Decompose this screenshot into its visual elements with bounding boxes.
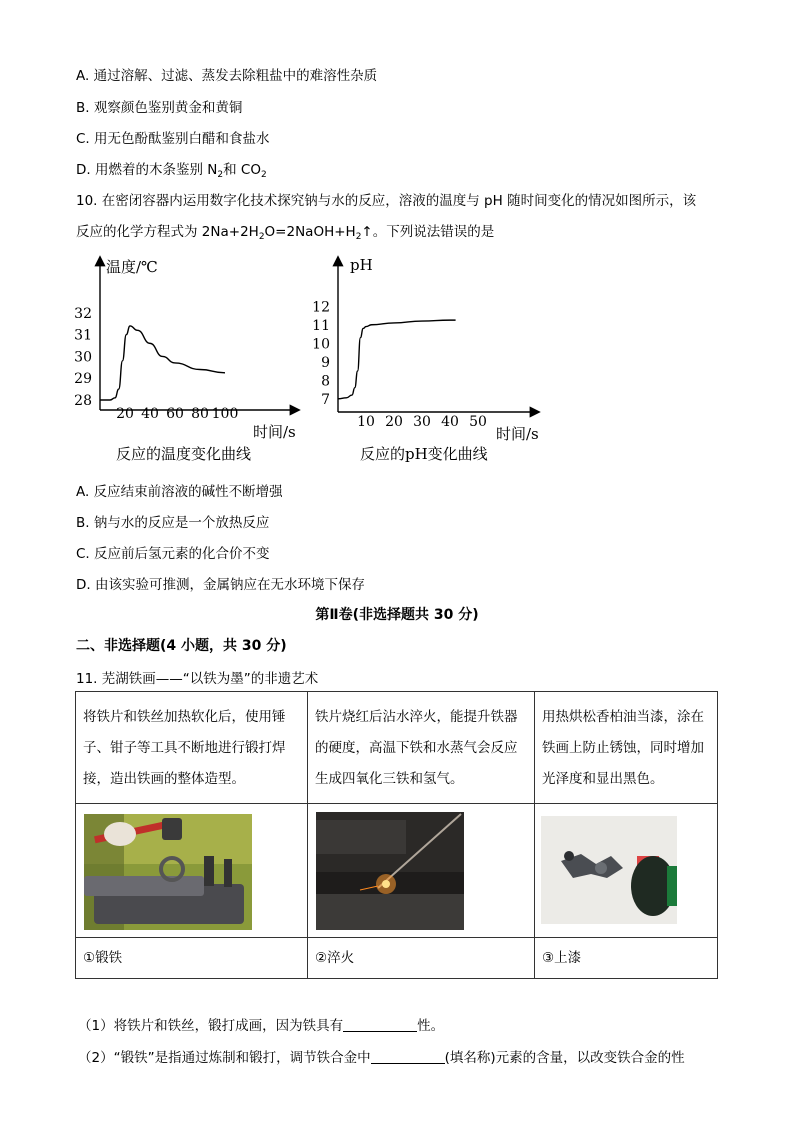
table-cell [308, 692, 535, 804]
q10-eq-c: ↑。下列说法错误的是 [361, 224, 495, 240]
q10-option-c [76, 542, 270, 562]
table-cell [535, 938, 718, 979]
temp-y-label: 温度/℃ [106, 258, 158, 276]
ph-x-label: 时间/s [496, 425, 539, 443]
q9-option-c-letter: C. [76, 131, 90, 147]
q10-option-d-text: 由该实验可推测，金属钠应在无水环境下保存 [94, 577, 365, 593]
y-tick-label: 32 [74, 305, 92, 322]
x-tick-label: 50 [469, 414, 487, 430]
q10-option-a [76, 480, 283, 500]
q9-option-a-text: 通过溶解、过滤、蒸发去除粗盐中的难溶性杂质 [93, 68, 378, 84]
q10-option-d-letter: D. [76, 577, 91, 593]
q10-eq-sub2: 2 [355, 232, 362, 242]
table-row-captions [76, 938, 718, 979]
q11-sub2-text-a: （2）“锻铁”是指通过炼制和锻打，调节铁合金中 [78, 1050, 371, 1066]
q10-option-d [76, 573, 365, 593]
q9-option-d-letter: D. [76, 162, 91, 178]
q9-option-c-text: 用无色酚酞鉴别白醋和食盐水 [94, 131, 270, 147]
answer-blank-1[interactable] [343, 1017, 417, 1032]
q9-option-a [76, 64, 377, 84]
q11-sub1-text-a: （1）将铁片和铁丝，锻打成画，因为铁具有 [78, 1018, 344, 1034]
y-tick-label: 10 [312, 336, 330, 353]
temp-series-line [100, 326, 225, 400]
forging-photo [84, 814, 252, 930]
q9-option-b-letter: B. [76, 100, 90, 116]
q9-option-d-sub1: 2 [217, 170, 224, 180]
q11-sub1-text-b: 性。 [417, 1018, 445, 1034]
q9-option-d [76, 158, 267, 180]
temp-x-label: 时间/s [253, 423, 296, 441]
temp-caption: 反应的温度变化曲线 [116, 445, 252, 463]
q9-option-c [76, 127, 270, 147]
x-tick-label: 100 [211, 406, 239, 422]
q11-sub2-text-b: (填名称)元素的含量，以改变铁合金的性 [444, 1050, 685, 1066]
table-cell [76, 692, 308, 804]
y-tick-label: 9 [321, 354, 330, 371]
y-tick-label: 12 [312, 299, 330, 316]
x-tick-label: 20 [385, 414, 403, 430]
step-3-caption: ③上漆 [542, 950, 582, 966]
y-tick-label: 30 [74, 349, 92, 366]
q10-option-a-text: 反应结束前溶液的碱性不断增强 [93, 484, 283, 500]
temperature-chart [70, 250, 310, 470]
q10-eq-sub1: 2 [258, 232, 265, 242]
x-tick-label: 60 [166, 406, 184, 422]
section-2-title: 第Ⅱ卷(非选择题共 30 分) [315, 607, 479, 623]
table-cell [535, 692, 718, 804]
y-tick-label: 8 [321, 373, 330, 390]
table-cell [308, 938, 535, 979]
ph-chart [308, 250, 548, 470]
q11-title: 11. 芜湖铁画——“以铁为墨”的非遗艺术 [76, 671, 319, 687]
q10-option-a-letter: A. [76, 484, 90, 500]
q10-option-b-text: 钠与水的反应是一个放热反应 [93, 515, 270, 531]
step-3-description: 用热烘松香柏油当漆，涂在铁画上防止锈蚀，同时增加光泽度和显出黑色。 [542, 709, 704, 787]
q11-sub1 [78, 1014, 444, 1034]
ph-y-label: pH [350, 256, 373, 274]
iron-art-table [75, 691, 718, 979]
q10-option-c-text: 反应前后氢元素的化合价不变 [94, 546, 270, 562]
table-row-text [76, 692, 718, 804]
q10-stem-line2 [76, 220, 494, 242]
q10-eq-a: 反应的化学方程式为 2Na+2H [76, 224, 259, 240]
quenching-photo [316, 812, 464, 930]
answer-blank-2[interactable] [371, 1049, 445, 1064]
x-tick-label: 10 [357, 414, 375, 430]
q9-option-d-sub2: 2 [260, 170, 267, 180]
table-row-images [76, 804, 718, 938]
x-tick-label: 30 [413, 414, 431, 430]
q10-option-c-letter: C. [76, 546, 90, 562]
q10-eq-b: O=2NaOH+H [264, 224, 356, 240]
y-tick-label: 7 [321, 391, 330, 408]
q9-option-a-letter: A. [76, 68, 90, 84]
ph-caption: 反应的pH变化曲线 [360, 445, 488, 463]
q9-option-b [76, 96, 242, 116]
part-2-heading: 二、非选择题(4 小题，共 30 分) [76, 638, 287, 654]
x-tick-label: 40 [441, 414, 459, 430]
y-tick-label: 11 [312, 317, 330, 334]
y-tick-label: 31 [74, 327, 92, 344]
x-tick-label: 20 [116, 406, 134, 422]
q9-option-d-text: 用燃着的木条鉴别 N [94, 162, 218, 178]
table-cell [308, 804, 535, 938]
q10-stem-line1: 10. 在密闭容器内运用数字化技术探究钠与水的反应，溶液的温度与 pH 随时间变化的情况如图所示，该 [76, 193, 697, 209]
q10-option-b [76, 511, 269, 531]
step-2-description: 铁片烧红后沾水淬火，能提升铁器的硬度，高温下铁和水蒸气会反应生成四氧化三铁和氢气。 [315, 709, 518, 787]
step-1-description: 将铁片和铁丝加热软化后，使用锤子、钳子等工具不断地进行锻打焊接，造出铁画的整体造型。 [83, 709, 286, 787]
table-cell [76, 804, 308, 938]
y-tick-label: 28 [74, 393, 92, 409]
painting-photo [541, 816, 677, 924]
q9-option-d-mid: 和 CO [223, 162, 261, 178]
x-tick-label: 80 [191, 406, 209, 422]
y-tick-label: 29 [74, 371, 92, 388]
q11-sub2 [78, 1046, 685, 1066]
step-1-caption: ①锻铁 [83, 950, 123, 966]
table-cell [76, 938, 308, 979]
q10-option-b-letter: B. [76, 515, 90, 531]
x-tick-label: 40 [141, 406, 159, 422]
step-2-caption: ②淬火 [315, 950, 355, 966]
q9-option-b-text: 观察颜色鉴别黄金和黄铜 [93, 100, 243, 116]
table-cell [535, 804, 718, 938]
ph-series-line [338, 320, 456, 399]
